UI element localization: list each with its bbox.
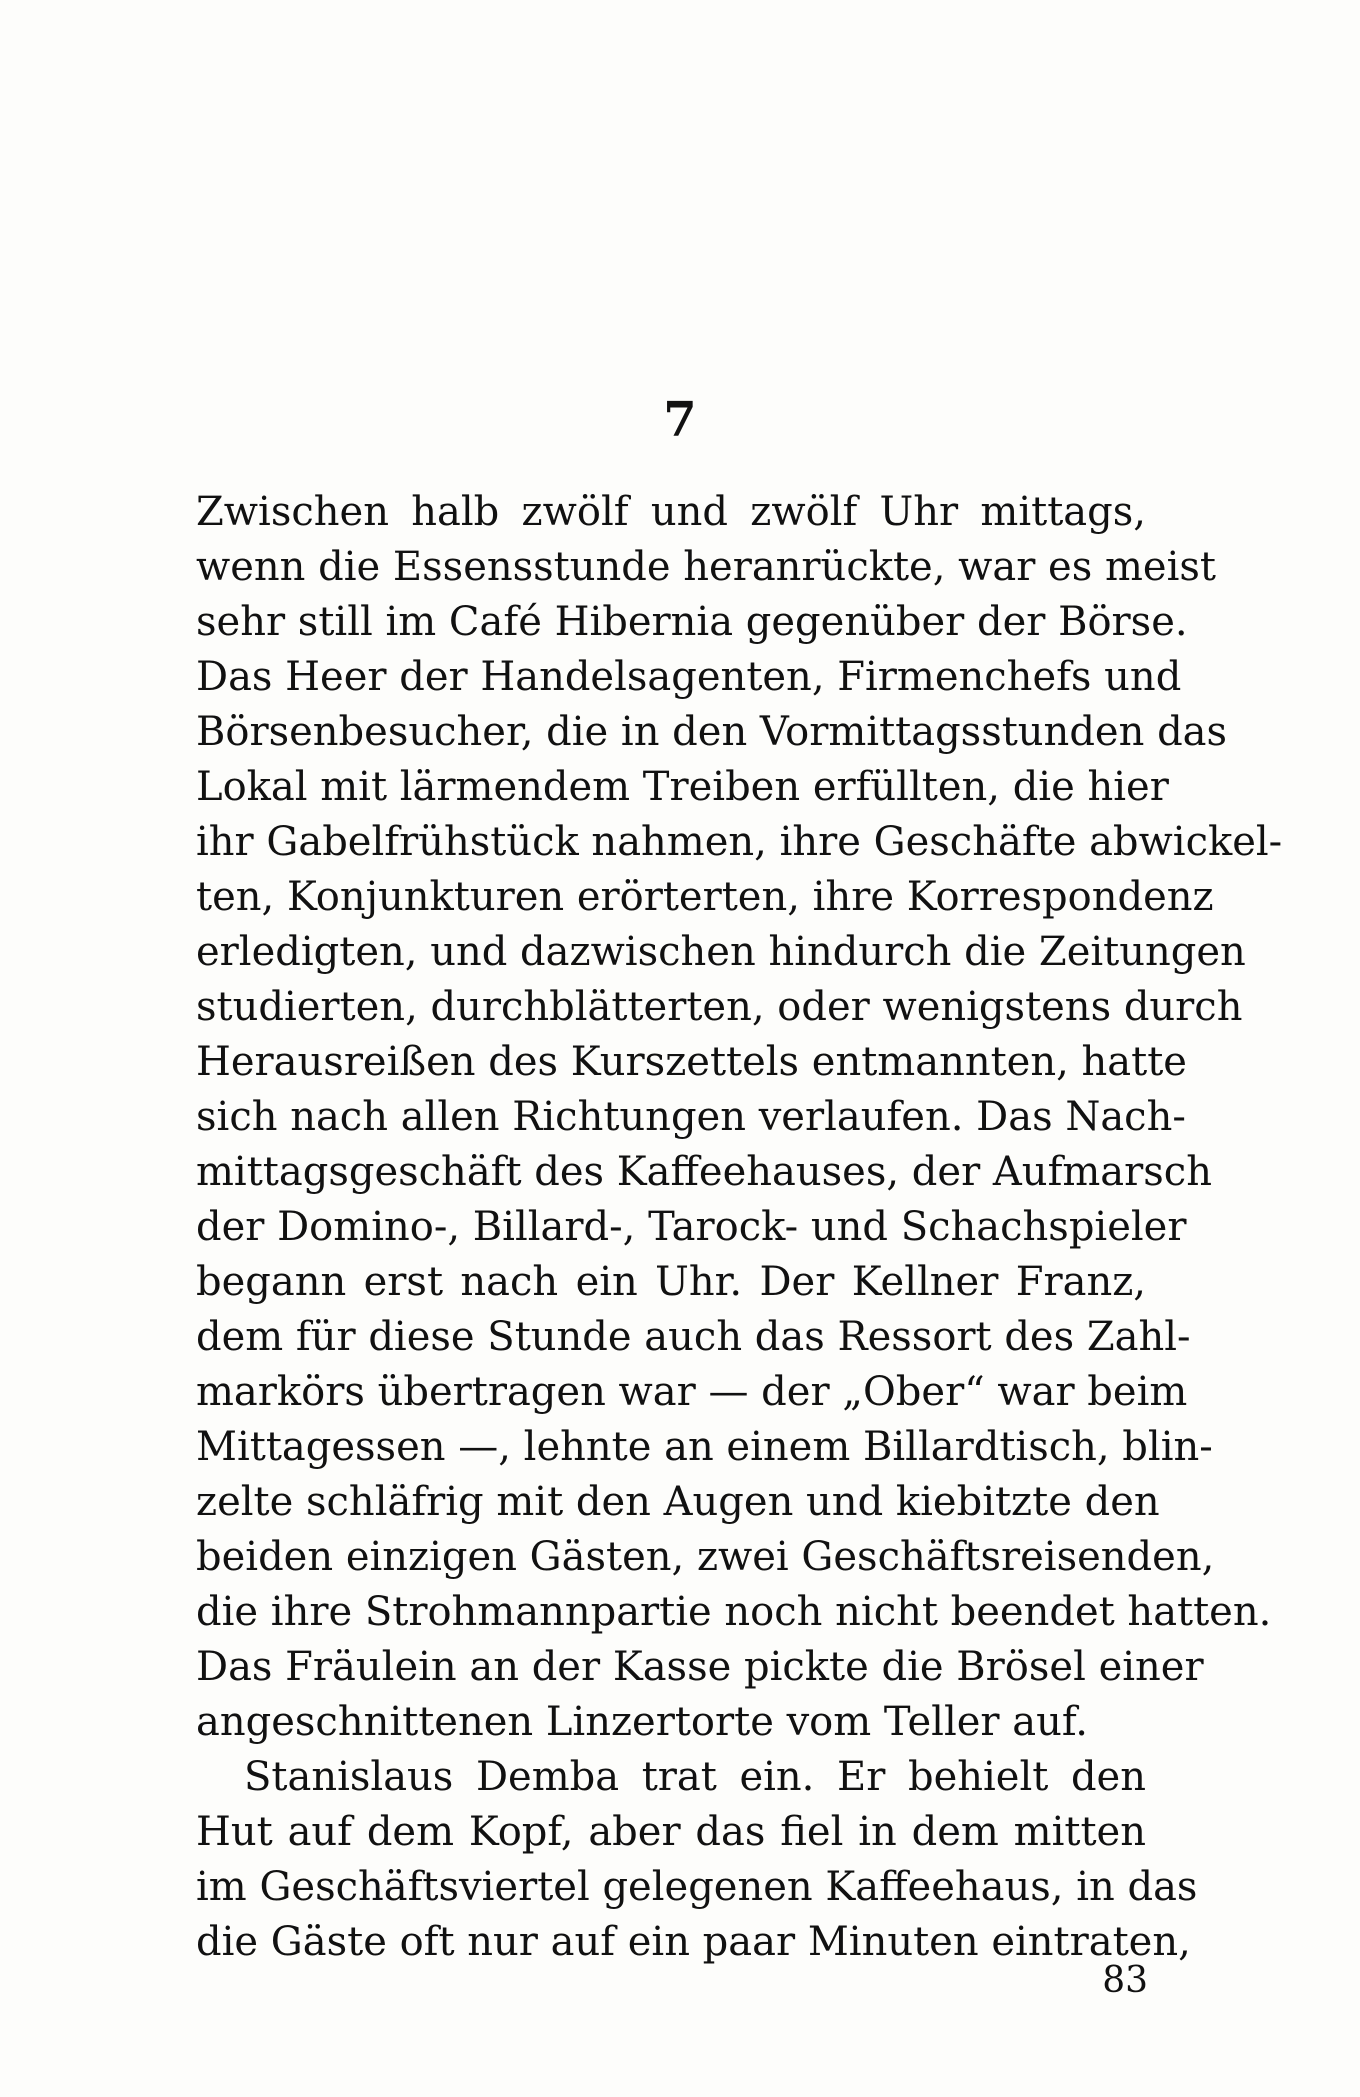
text-line: wenn die Essensstunde heranrückte, war es meist (196, 544, 1216, 590)
body-text (196, 485, 1283, 1970)
text-line: Mittagessen —, lehnte an einem Billardtisch, blin- (196, 1424, 1213, 1470)
text-line-paragraph-end: angeschnittenen Linzertorte vom Teller auf. (196, 1699, 1088, 1745)
text-line: beiden einzigen Gästen, zwei Geschäftsreisenden, (196, 1534, 1215, 1580)
text-line-paragraph-start: Stanislaus Demba trat ein. Er behielt den (244, 1754, 1146, 1800)
page-number: 83 (1102, 1960, 1148, 2001)
text-line: sich nach allen Richtungen verlaufen. Das Nach- (196, 1094, 1186, 1140)
text-line: die Gäste oft nur auf ein paar Minuten eintraten, (196, 1919, 1191, 1965)
text-line: ihr Gabelfrühstück nahmen, ihre Geschäfte abwickel- (196, 819, 1283, 865)
chapter-number: 7 (663, 392, 697, 448)
text-line: mittagsgeschäft des Kaffeehauses, der Aufmarsch (196, 1149, 1212, 1195)
text-line: studierten, durchblätterten, oder wenigstens durch (196, 984, 1243, 1030)
text-line: Herausreißen des Kurszettels entmannten, hatte (196, 1039, 1187, 1085)
text-line: Das Fräulein an der Kasse pickte die Brösel einer (196, 1644, 1204, 1690)
text-line: Das Heer der Handelsagenten, Firmenchefs und (196, 654, 1182, 700)
text-line: sehr still im Café Hibernia gegenüber der Börse. (196, 599, 1188, 645)
text-line: die ihre Strohmannpartie noch nicht beendet hatten. (196, 1589, 1272, 1635)
text-line: Lokal mit lärmendem Treiben erfüllten, die hier (196, 764, 1169, 810)
text-line: Zwischen halb zwölf und zwölf Uhr mittags, (196, 489, 1146, 535)
text-line: markörs übertragen war — der „Ober“ war beim (196, 1369, 1188, 1415)
text-line: ten, Konjunkturen erörterten, ihre Korrespondenz (196, 874, 1214, 920)
text-line: im Geschäftsviertel gelegenen Kaffeehaus, in das (196, 1864, 1198, 1910)
text-line: dem für diese Stunde auch das Ressort des Zahl- (196, 1314, 1191, 1360)
text-line: erledigten, und dazwischen hindurch die Zeitungen (196, 929, 1246, 975)
text-line: begann erst nach ein Uhr. Der Kellner Franz, (196, 1259, 1146, 1305)
text-line: Börsenbesucher, die in den Vormittagsstunden das (196, 709, 1228, 755)
text-line: Hut auf dem Kopf, aber das fiel in dem mitten (196, 1809, 1146, 1855)
text-line: der Domino-, Billard-, Tarock- und Schachspieler (196, 1204, 1187, 1250)
text-line: zelte schläfrig mit den Augen und kiebitzte den (196, 1479, 1160, 1525)
